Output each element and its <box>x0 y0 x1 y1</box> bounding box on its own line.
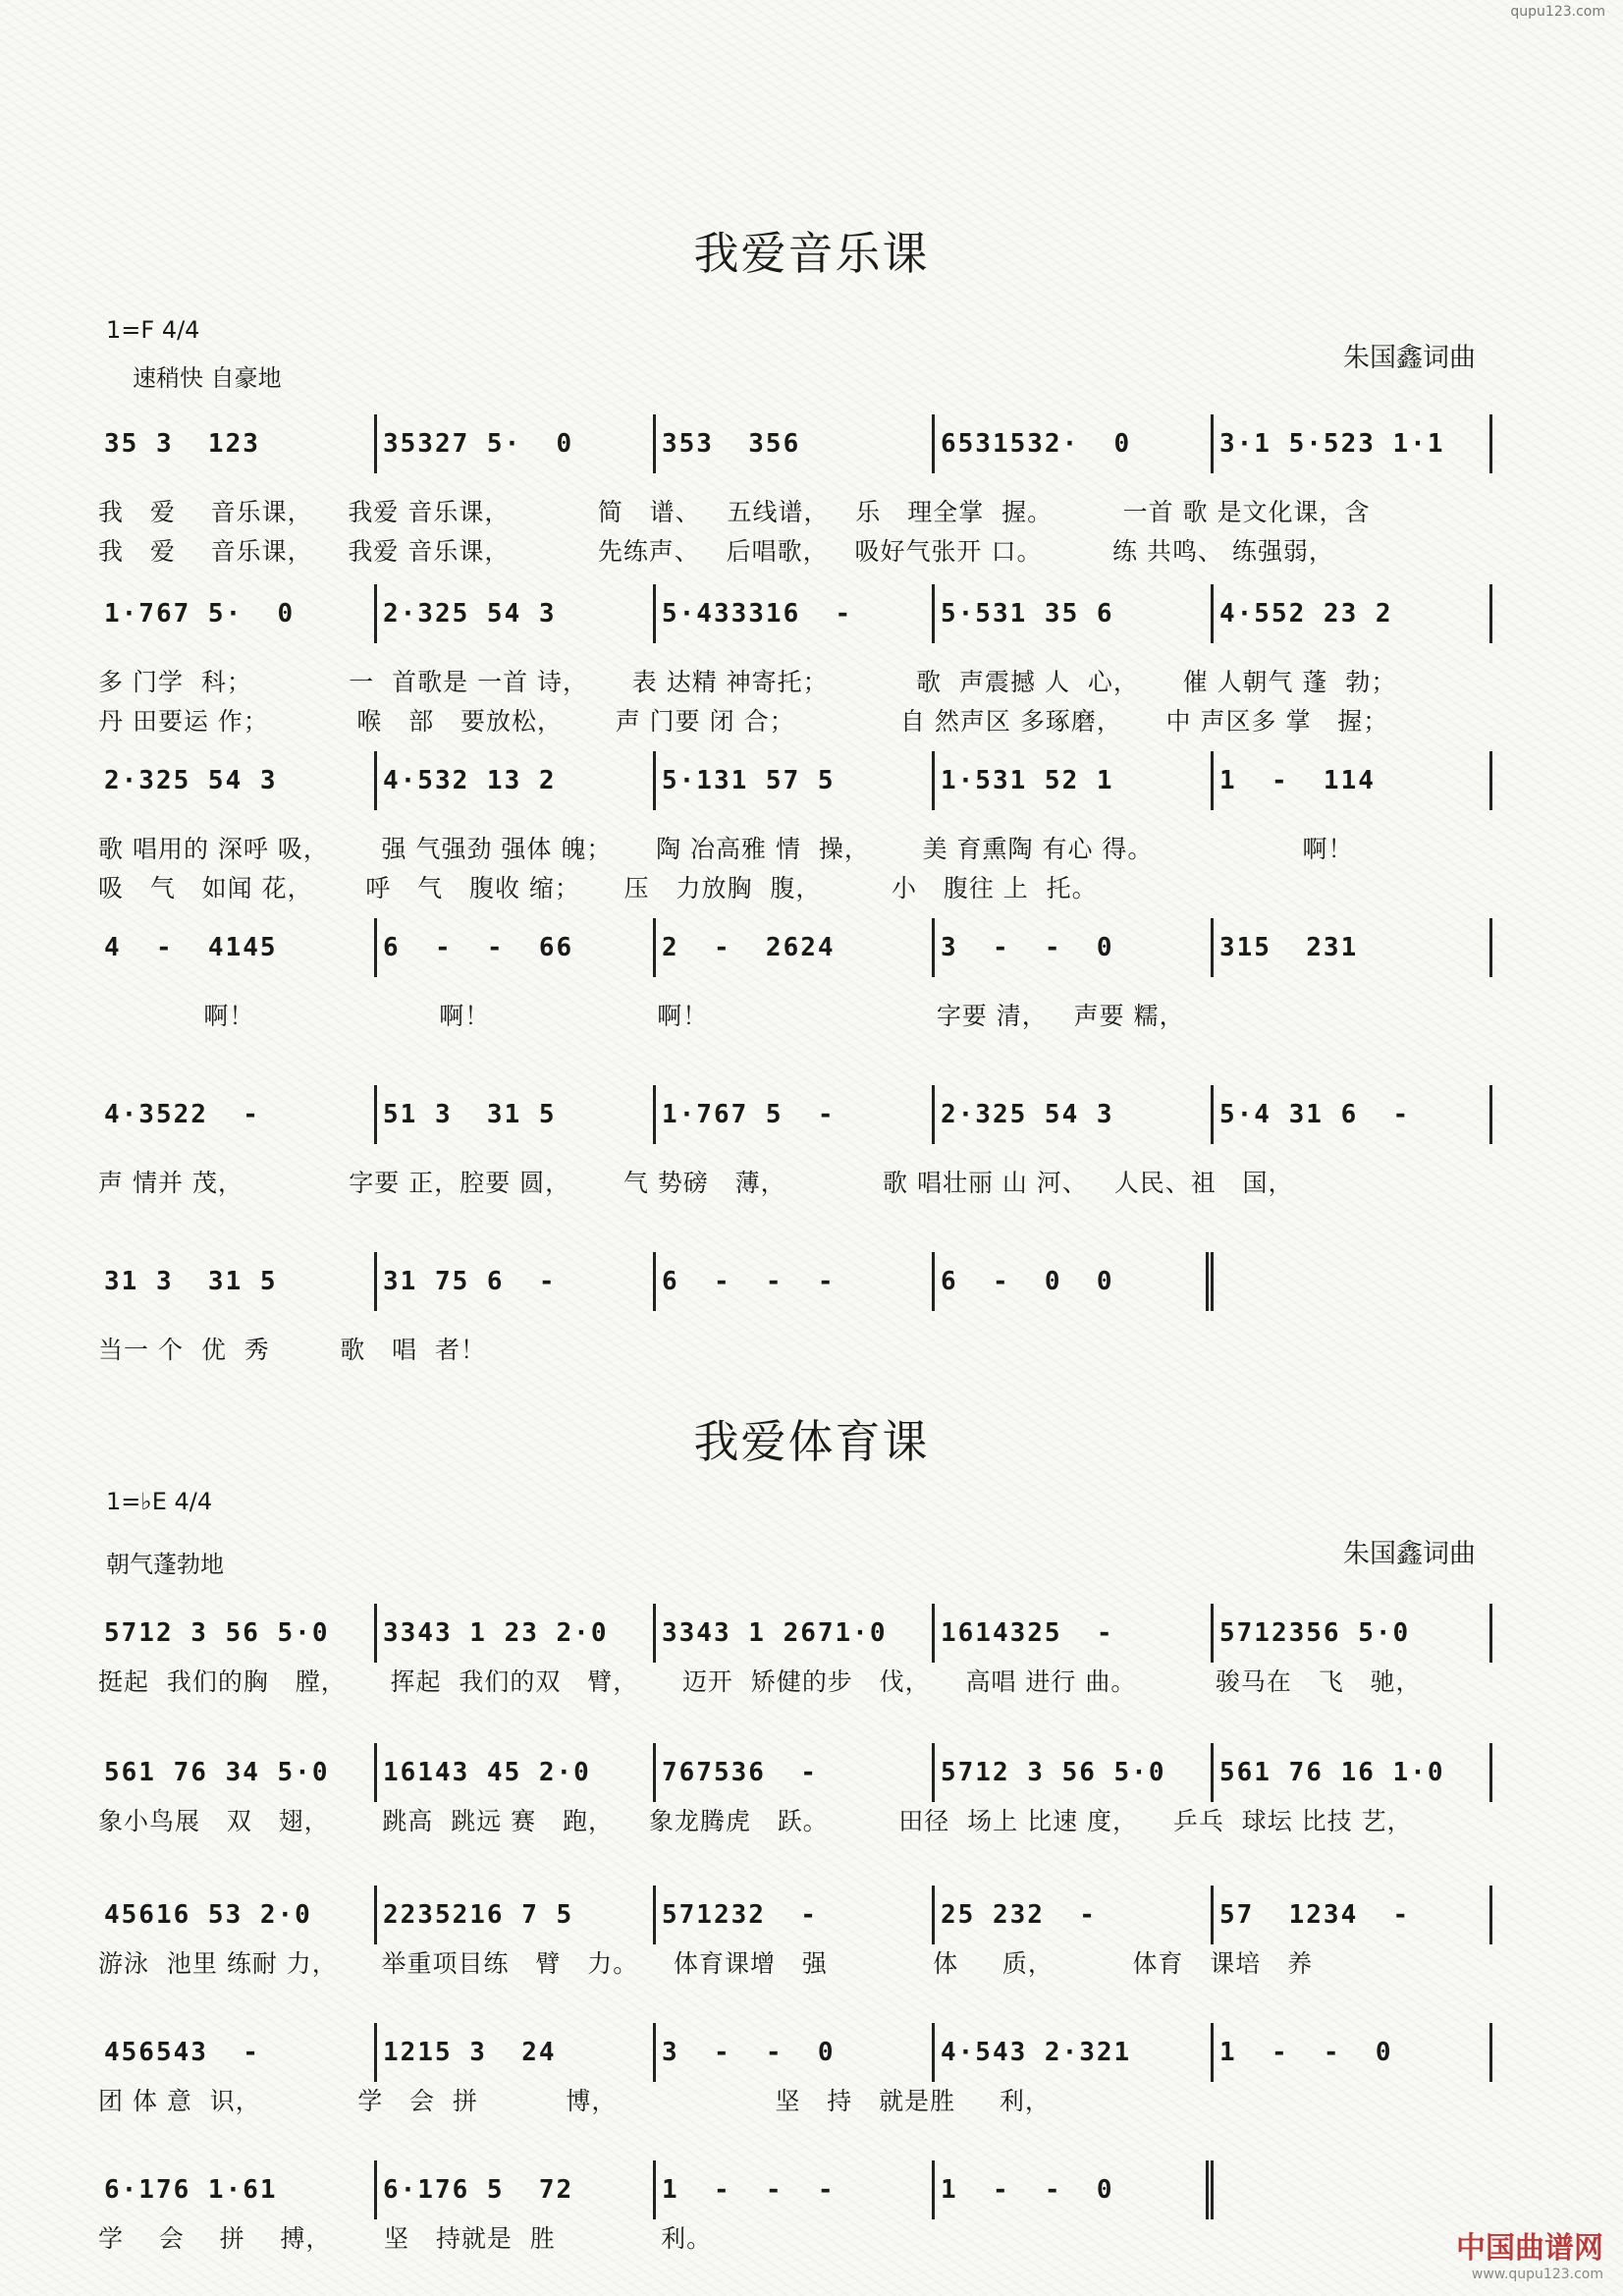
measure: 5712356 5·0 <box>1214 1604 1492 1663</box>
measure: 57 1234 - <box>1214 1886 1492 1944</box>
measure: 6 - - 66 <box>377 918 656 977</box>
measure: 456543 - <box>98 2023 377 2082</box>
notation-line <box>98 2023 1492 2082</box>
lyric-line: 吸 气 如闻 花， 呼 气 腹收 缩； 压 力放胸 腹， 小 腹往 上 托。 <box>98 874 1098 902</box>
lyric-line: 游泳 池里 练耐 力， 举重项目练 臂 力。 体育课增 强 体 质， 体育 课培 养 <box>98 1949 1314 1978</box>
lyric-line: 象小鸟展 双 翅， 跳高 跳远 赛 跑， 象龙腾虎 跃。 田径 场上 比速 度， 乒乓 球坛 比技 艺， <box>98 1807 1413 1835</box>
notation-line <box>98 2160 1492 2219</box>
song2-tempo: 朝气蓬勃地 <box>106 1551 224 1578</box>
measure: 45616 53 2·0 <box>98 1886 377 1944</box>
lyric-line: 丹 田要运 作； 喉 部 要放松， 声 门要 闭 合； 自 然声区 多琢磨， 中 声区多 掌 握； <box>98 707 1389 736</box>
lyric-line: 歌 唱用的 深呼 吸， 强 气强劲 强体 魄； 陶 冶高雅 情 操， 美 育熏陶 有心 得。 啊！ <box>98 835 1354 863</box>
measure: 1 - 114 <box>1214 751 1492 810</box>
measure: 2·325 54 3 <box>98 751 377 810</box>
measure: 3 - - 0 <box>656 2023 935 2082</box>
measure: 31 75 6 - <box>377 1252 656 1311</box>
watermark-brand: 中国曲谱网 <box>1456 2231 1603 2266</box>
notation-line <box>98 1085 1492 1144</box>
measure: 5·531 35 6 <box>935 584 1214 643</box>
song2-composer: 朱国鑫词曲 <box>1343 1539 1476 1569</box>
lyric-line: 声 情并 茂， 字要 正，腔要 圆， 气 势磅 薄， 歌 唱壮丽 山 河、 人民、祖 国， <box>98 1169 1294 1197</box>
measure: 4·3522 - <box>98 1085 377 1144</box>
measure: 6 - 0 0 <box>935 1252 1214 1311</box>
notation-line <box>98 1743 1492 1802</box>
measure: 571232 - <box>656 1886 935 1944</box>
measure: 561 76 16 1·0 <box>1214 1743 1492 1802</box>
measure: 6 - - - <box>656 1252 935 1311</box>
song2-key: 1=♭E 4/4 <box>106 1488 213 1515</box>
notation-line <box>98 414 1492 473</box>
lyric-line: 挺起 我们的胸 膛， 挥起 我们的双 臂， 迈开 矫健的步 伐， 高唱 进行 曲。 骏马在 飞 驰， <box>98 1667 1422 1696</box>
measure: 3·1 5·523 1·1 <box>1214 414 1492 473</box>
site-watermark <box>1456 2223 1603 2282</box>
lyric-line: 我 爱 音乐课， 我爱 音乐课， 先练声、 后唱歌， 吸好气张开 口。 练 共鸣、 练强弱， <box>98 537 1334 566</box>
measure: 35327 5· 0 <box>377 414 656 473</box>
measure: 4·543 2·321 <box>935 2023 1214 2082</box>
measure: 1 - - 0 <box>1214 2023 1492 2082</box>
measure: 6531532· 0 <box>935 414 1214 473</box>
measure: 25 232 - <box>935 1886 1214 1944</box>
notation-line <box>98 1252 1492 1311</box>
song1-key: 1=F 4/4 <box>106 316 200 344</box>
measure: 6·176 5 72 <box>377 2160 656 2219</box>
measure: 6·176 1·61 <box>98 2160 377 2219</box>
song1-tempo: 速稍快 自豪地 <box>133 364 282 392</box>
measure: 2·325 54 3 <box>377 584 656 643</box>
measure: 1215 3 24 <box>377 2023 656 2082</box>
lyric-line: 多 门学 科； 一 首歌是 一首 诗， 表 达精 神寄托； 歌 声震撼 人 心， 催 人朝气 蓬 勃； <box>98 668 1397 696</box>
measure: 4 - 4145 <box>98 918 377 977</box>
measure: 4·532 13 2 <box>377 751 656 810</box>
lyric-line: 团 体 意 识， 学 会 拼 博， 坚 持 就是胜 利， <box>98 2087 1051 2115</box>
measure: 5·4 31 6 - <box>1214 1085 1492 1144</box>
notation-line <box>98 751 1492 810</box>
measure: 1·767 5· 0 <box>98 584 377 643</box>
notation-line <box>98 1886 1492 1944</box>
notation-line <box>98 584 1492 643</box>
measure: 1614325 - <box>935 1604 1214 1663</box>
measure: 315 231 <box>1214 918 1492 977</box>
lyric-line: 当一 个 优 秀 歌 唱 者！ <box>98 1336 487 1364</box>
lyric-line: 啊！ 啊！ 啊！ 字要 清， 声要 糯， <box>98 1002 1185 1030</box>
measure: 16143 45 2·0 <box>377 1743 656 1802</box>
measure: 5·131 57 5 <box>656 751 935 810</box>
watermark-url: www.qupu123.com <box>1471 2267 1603 2282</box>
measure: 5712 3 56 5·0 <box>935 1743 1214 1802</box>
measure: 3343 1 2671·0 <box>656 1604 935 1663</box>
notation-line <box>98 918 1492 977</box>
measure: 1·531 52 1 <box>935 751 1214 810</box>
song1-title: 我爱音乐课 <box>693 227 930 280</box>
lyric-line: 我 爱 音乐课， 我爱 音乐课， 简 谱、 五线谱， 乐 理全掌 握。 一首 歌 是文化课，含 <box>98 498 1371 526</box>
measure: 5·433316 - <box>656 584 935 643</box>
lyric-line: 学 会 拼 搏， 坚 持就是 胜 利。 <box>98 2224 713 2253</box>
measure: 2·325 54 3 <box>935 1085 1214 1144</box>
measure: 1 - - 0 <box>935 2160 1214 2219</box>
measure: 3 - - 0 <box>935 918 1214 977</box>
measure: 51 3 31 5 <box>377 1085 656 1144</box>
measure: 2 - 2624 <box>656 918 935 977</box>
measure: 561 76 34 5·0 <box>98 1743 377 1802</box>
measure: 2235216 7 5 <box>377 1886 656 1944</box>
site-url-top: qupu123.com <box>1510 4 1605 20</box>
notation-line <box>98 1604 1492 1663</box>
measure: 35 3 123 <box>98 414 377 473</box>
measure: 4·552 23 2 <box>1214 584 1492 643</box>
measure: 3343 1 23 2·0 <box>377 1604 656 1663</box>
measure: 5712 3 56 5·0 <box>98 1604 377 1663</box>
song1-composer: 朱国鑫词曲 <box>1343 343 1476 373</box>
measure: 1·767 5 - <box>656 1085 935 1144</box>
measure: 31 3 31 5 <box>98 1252 377 1311</box>
measure: 767536 - <box>656 1743 935 1802</box>
measure: 1 - - - <box>656 2160 935 2219</box>
measure: 353 356 <box>656 414 935 473</box>
song2-title: 我爱体育课 <box>693 1415 930 1468</box>
